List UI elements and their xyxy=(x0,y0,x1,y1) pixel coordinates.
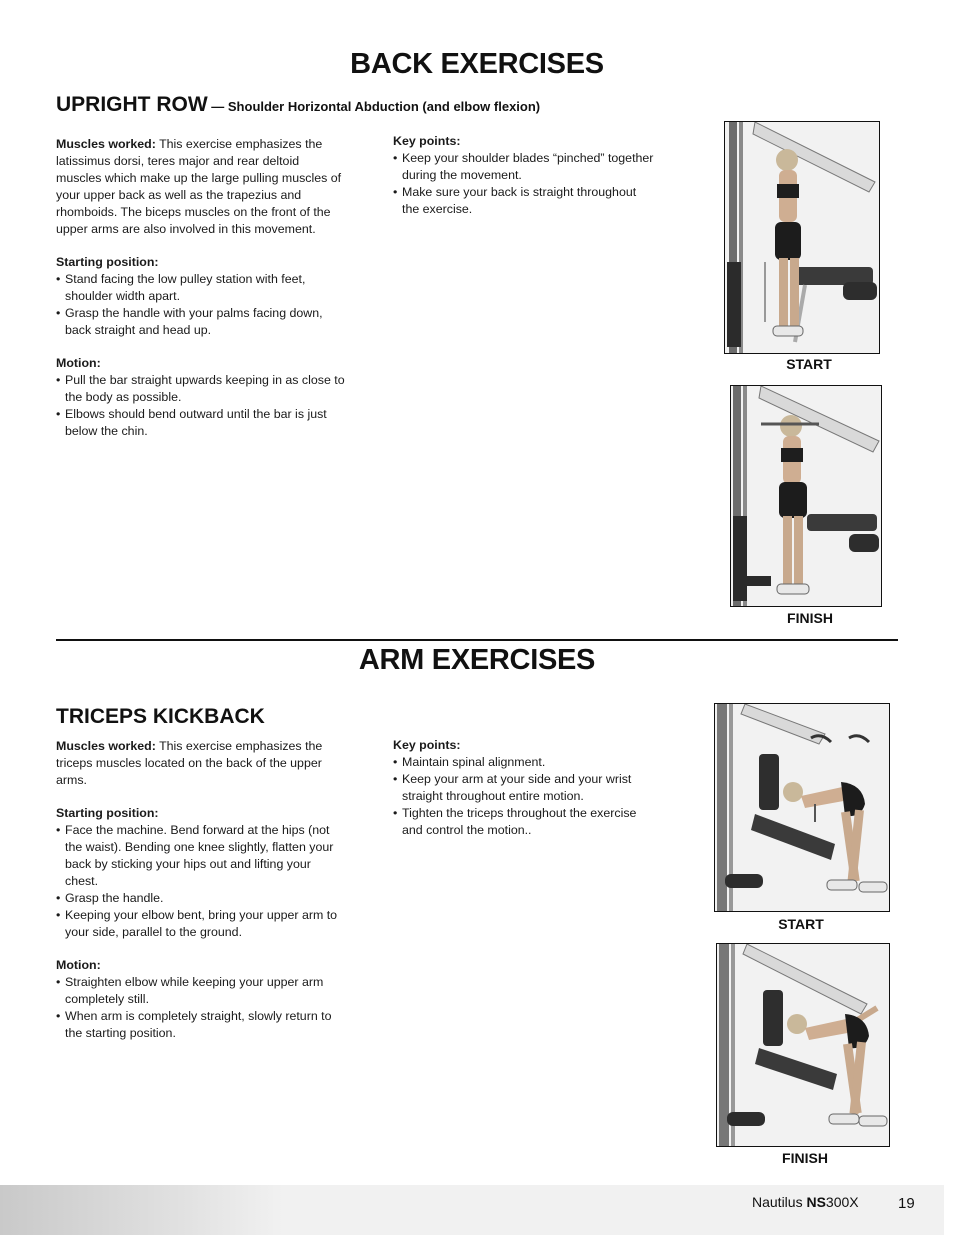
muscles-text: This exercise emphasizes the latissimus dorsi, teres major and rear deltoid muscles which make up the large pulling muscles of your upper back as well as the trapezius and rhomboids. The biceps muscles on the front of the upper arms are also involved in this movement. xyxy=(56,137,342,236)
upright-row-key-points xyxy=(393,133,655,218)
triceps-kickback-finish-photo xyxy=(716,943,890,1147)
upright-row-heading xyxy=(56,93,540,117)
list-item: • Pull the bar straight upwards keeping in as close to the body as possible. xyxy=(56,372,346,406)
motion xyxy=(56,957,346,1042)
page-number: 19 xyxy=(898,1195,915,1212)
motion-label: Motion: xyxy=(56,958,101,972)
upright-row-start-photo xyxy=(724,121,880,354)
muscles-label: Muscles worked: xyxy=(56,739,156,753)
list-item: • Keep your arm at your side and your wrist straight throughout entire motion. xyxy=(393,771,655,805)
keypoints-label: Key points: xyxy=(393,738,461,752)
triceps-kickback-start-photo xyxy=(714,703,890,912)
motion xyxy=(56,355,346,440)
exercise-subtitle: Shoulder Horizontal Abduction (and elbow flexion) xyxy=(227,99,541,114)
finish-caption: FINISH xyxy=(782,1150,828,1166)
list-item: • Grasp the handle with your palms facing down, back straight and head up. xyxy=(56,305,346,339)
arm-exercises-title: ARM EXERCISES xyxy=(358,644,596,676)
muscles-worked xyxy=(56,738,346,789)
muscles-label: Muscles worked: xyxy=(56,137,156,151)
back-exercises-title: BACK EXERCISES xyxy=(350,48,604,80)
start-caption: START xyxy=(778,916,824,932)
upright-row-finish-photo xyxy=(730,385,882,607)
brand-prefix: Nautilus xyxy=(752,1194,807,1210)
starting-label: Starting position: xyxy=(56,806,159,820)
finish-caption: FINISH xyxy=(787,610,833,626)
list-item: • Straighten elbow while keeping your upper arm completely still. xyxy=(56,974,346,1008)
start-caption: START xyxy=(786,356,832,372)
keypoints-list xyxy=(393,754,655,839)
motion-list xyxy=(56,974,346,1042)
keypoints-list xyxy=(393,150,655,218)
section-divider xyxy=(56,639,898,641)
starting-list xyxy=(56,822,346,941)
list-item: • Tighten the triceps throughout the exercise and control the motion.. xyxy=(393,805,655,839)
list-item: • Make sure your back is straight throughout the exercise. xyxy=(393,184,655,218)
motion-label: Motion: xyxy=(56,356,101,370)
list-item: • Face the machine. Bend forward at the hips (not the waist). Bending one knee slightly, flatten your back by sticking your hips out and lifting your chest. xyxy=(56,822,346,890)
footer-brand xyxy=(752,1194,859,1210)
exercise-name: UPRIGHT ROW xyxy=(56,93,208,116)
keypoints-label: Key points: xyxy=(393,134,461,148)
starting-list xyxy=(56,271,346,339)
standing-row-finish-illustration xyxy=(731,386,881,606)
heading-dash: — xyxy=(207,99,228,114)
list-item: • Maintain spinal alignment. xyxy=(393,754,655,771)
page-footer-band xyxy=(0,1185,944,1235)
muscles-worked xyxy=(56,136,346,238)
starting-position xyxy=(56,805,346,941)
list-item: • Stand facing the low pulley station with feet, shoulder width apart. xyxy=(56,271,346,305)
list-item: • Keep your shoulder blades “pinched” together during the movement. xyxy=(393,150,655,184)
starting-label: Starting position: xyxy=(56,255,159,269)
standing-row-start-illustration xyxy=(725,122,879,353)
kickback-finish-illustration xyxy=(717,944,889,1146)
brand-bold: NS xyxy=(806,1194,826,1210)
triceps-kickback-key-points xyxy=(393,737,655,839)
muscles-text: This exercise emphasizes the triceps muscles located on the back of the upper arms. xyxy=(56,739,323,787)
list-item: • Keeping your elbow bent, bring your upper arm to your side, parallel to the ground. xyxy=(56,907,346,941)
brand-suffix: 300X xyxy=(825,1194,859,1210)
kickback-start-illustration xyxy=(715,704,889,911)
list-item: • Elbows should bend outward until the bar is just below the chin. xyxy=(56,406,346,440)
starting-position xyxy=(56,254,346,339)
upright-row-instructions xyxy=(56,136,346,456)
triceps-kickback-instructions xyxy=(56,738,346,1058)
list-item: • When arm is completely straight, slowly return to the starting position. xyxy=(56,1008,346,1042)
list-item: • Grasp the handle. xyxy=(56,890,346,907)
motion-list xyxy=(56,372,346,440)
triceps-kickback-heading: TRICEPS KICKBACK xyxy=(56,705,265,728)
